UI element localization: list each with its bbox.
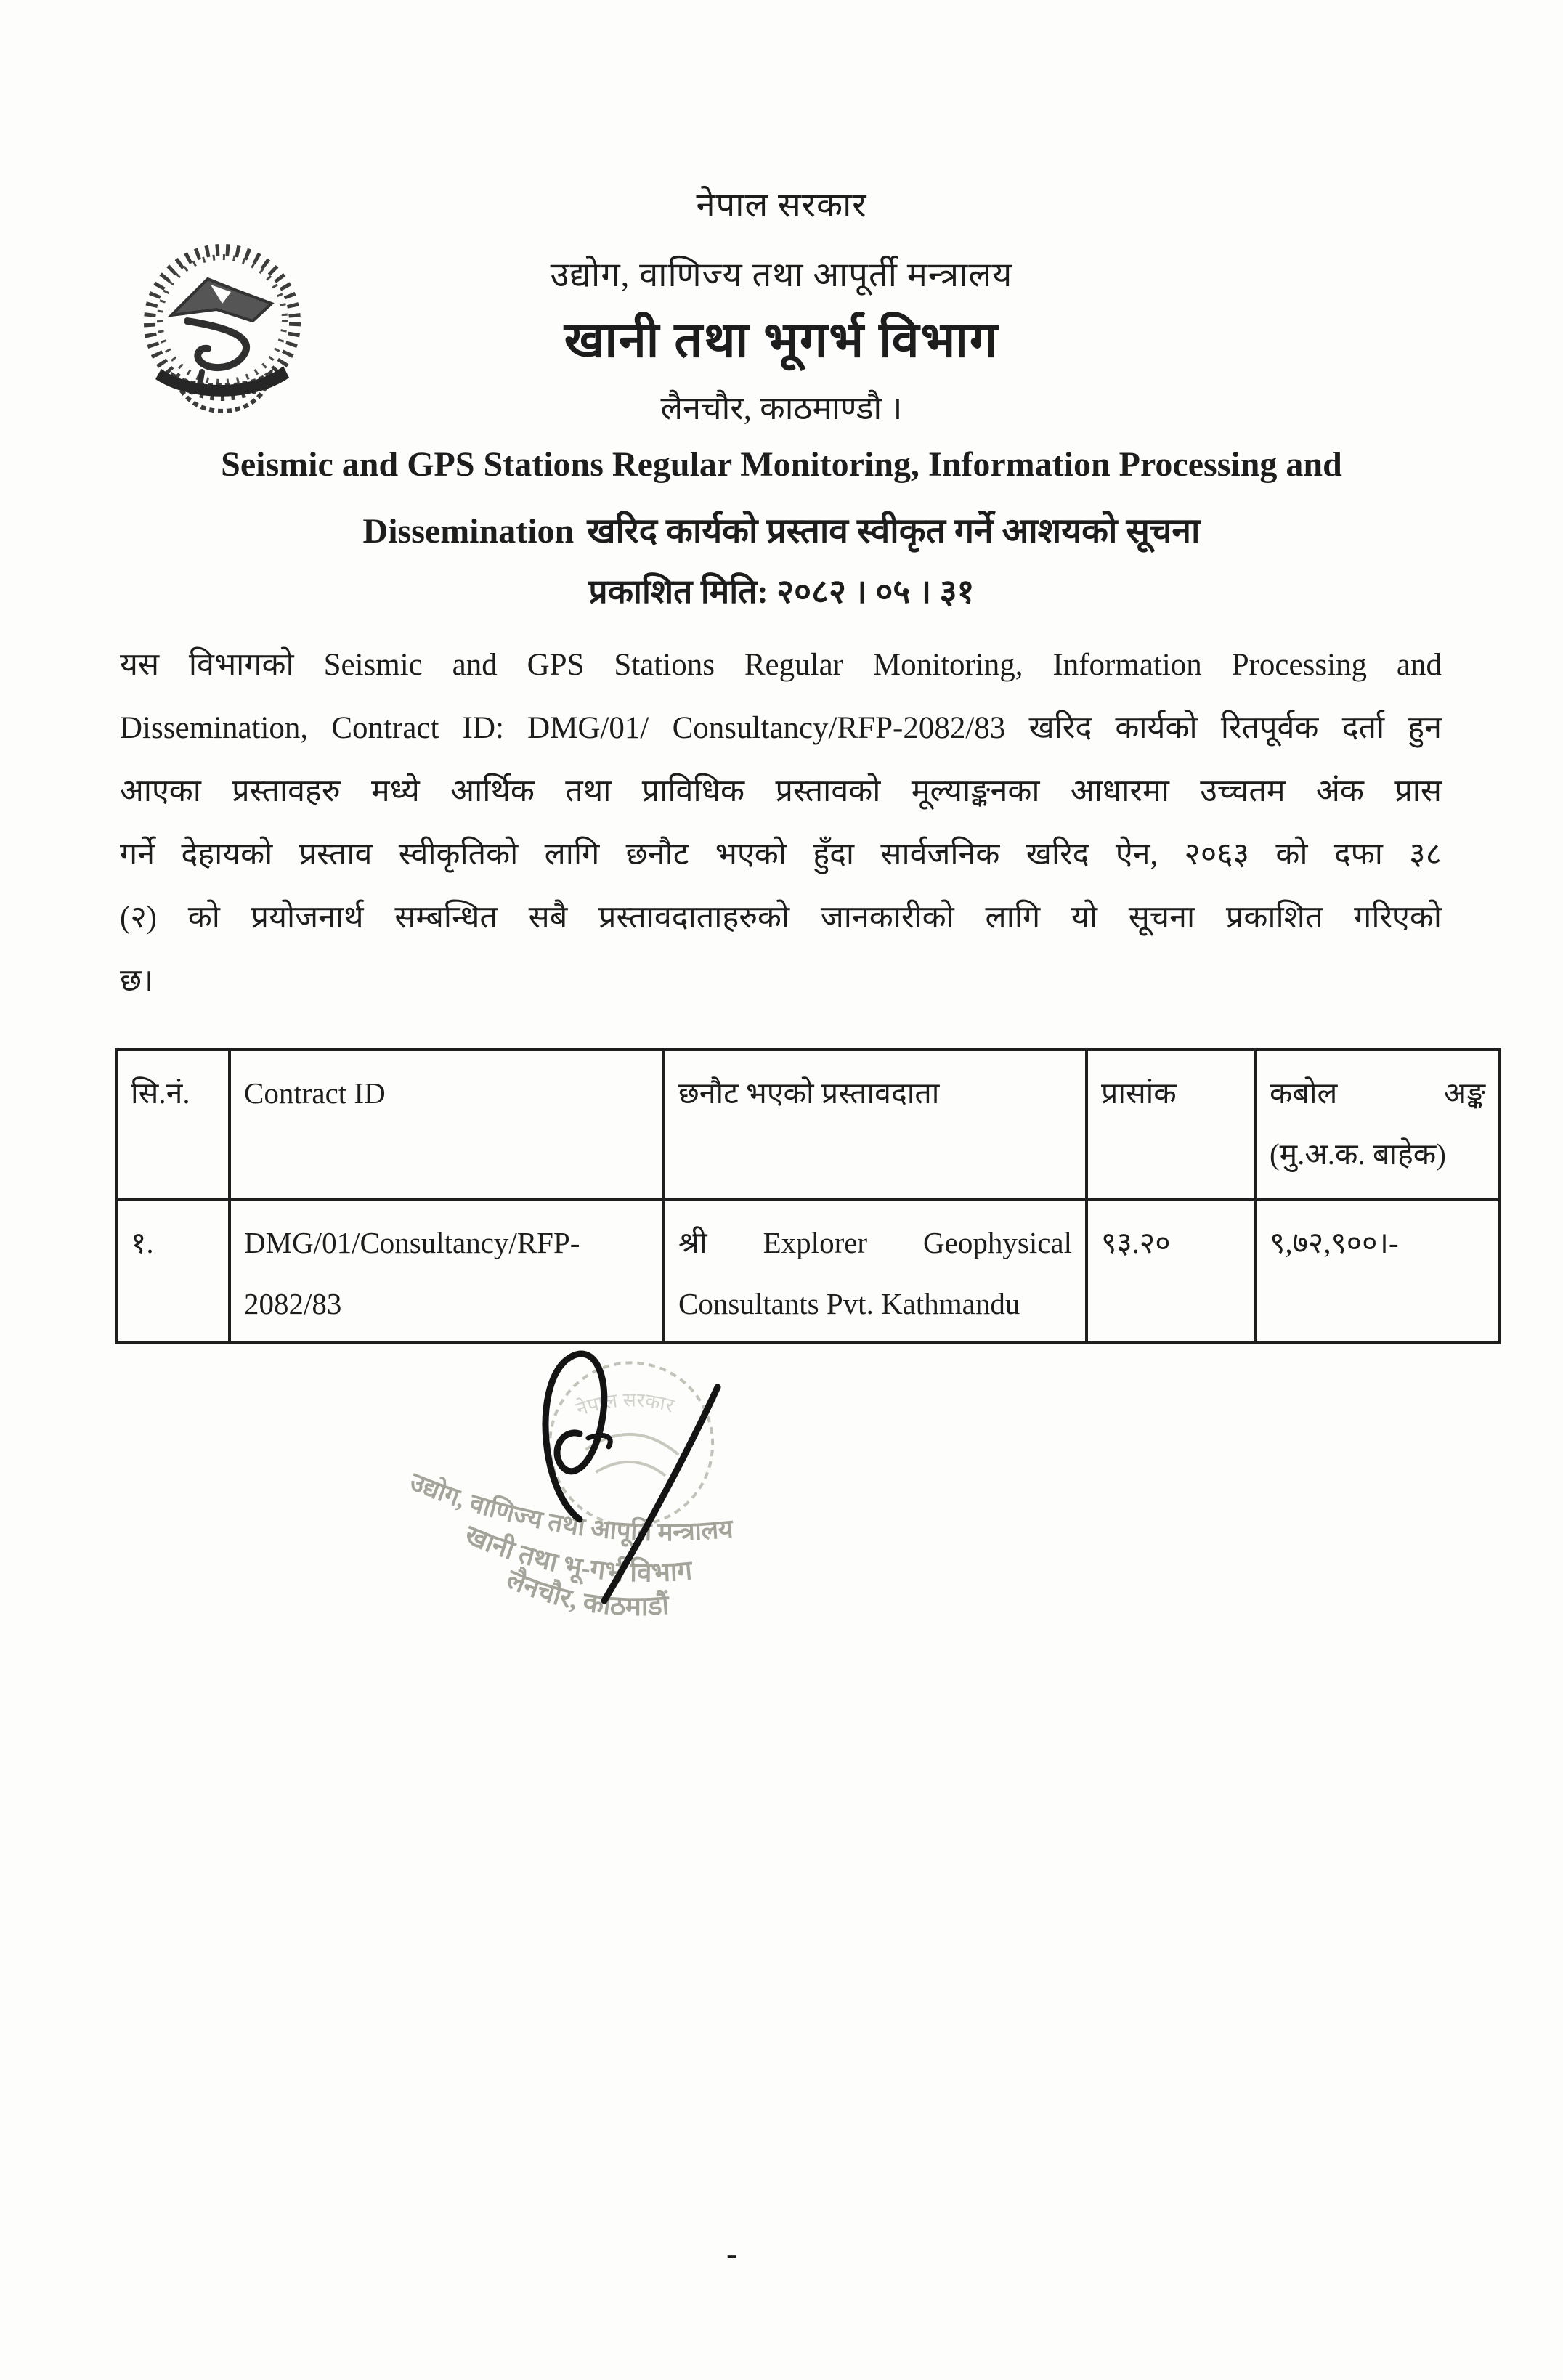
table-header-row — [116, 1049, 1500, 1199]
department-address: लैनचौर, काठमाण्डौ । — [660, 390, 903, 426]
department-name: खानी तथा भूगर्भ विभाग — [564, 312, 999, 367]
stamp-text-ministry: उद्योग, वाणिज्य तथा आपूर्ति मन्त्रालय — [406, 1467, 734, 1547]
table-row — [116, 1199, 1500, 1343]
body-line: छ। — [120, 964, 154, 998]
body-line: (२) को प्रयोजनार्थ सम्बन्धित सबै प्रस्तावदाताहरुको जानकारीको लागि यो सूचना प्रकाशित गरिएको — [120, 901, 1442, 935]
ministry-name: उद्योग, वाणिज्य तथा आपूर्ती मन्त्रालय — [550, 256, 1013, 294]
cell-selected-proposer: श्री Explorer Geophysical Consultants Pvt. Kathmandu — [664, 1199, 1087, 1343]
cell-contract-id: DMG/01/Consultancy/RFP-2082/83 — [230, 1199, 664, 1343]
table-header-cell-sn: सि.नं. — [116, 1049, 230, 1199]
table-header-cell-contract-id: Contract ID — [230, 1049, 664, 1199]
body-line: गर्ने देहायको प्रस्ताव स्वीकृतिको लागि छनौट भएको हुँदा सार्वजनिक खरिद ऐन, २०६३ को दफा ३८ — [120, 837, 1442, 872]
stamp-text-department: खानी तथा भू-गर्भ विभाग — [460, 1520, 694, 1588]
notice-title-line2-nepali: खरिद कार्यको प्रस्ताव स्वीकृत गर्ने आशयको सूचना — [587, 512, 1201, 551]
notice-title-line2-english: Dissemination — [362, 512, 575, 551]
cell-quoted-amount: ९,७२,९००।- — [1255, 1199, 1500, 1343]
table-header-cell-quoted-amount: कबोल अङ्क (मु.अ.क. बाहेक) — [1255, 1049, 1500, 1199]
body-line: यस विभागको Seismic and GPS Stations Regular Monitoring, Information Processing and — [120, 648, 1442, 682]
notice-title-line2 — [0, 506, 1563, 553]
stamp-graphic — [349, 1329, 901, 1641]
cell-serial-number: १. — [116, 1199, 230, 1343]
table-header-cell-score: प्रासांक — [1087, 1049, 1255, 1199]
cell-score: ९३.२० — [1087, 1199, 1255, 1343]
stamp-text-government: नेपाल सरकार — [573, 1389, 677, 1421]
stamp-text-address: लैनचौर, काठमाडौं — [502, 1564, 670, 1622]
body-line: आएका प्रस्तावहरु मध्ये आर्थिक तथा प्राविधिक प्रस्तावको मूल्याङ्कनका आधारमा उच्चतम अंक प्रास — [120, 774, 1442, 808]
table-header-cell-selected-proposer: छनौट भएको प्रस्तावदाता — [664, 1049, 1087, 1199]
body-line: Dissemination, Contract ID: DMG/01/ Consultancy/RFP-2082/83 खरिद कार्यको रितपूर्वक दर्ता हुन — [120, 711, 1442, 745]
government-name: नेपाल सरकार — [696, 187, 867, 224]
proposal-selection-table — [115, 1048, 1501, 1344]
published-date: प्रकाशित मिति: २०८२ । ०५ । ३१ — [588, 573, 975, 610]
notice-body-paragraph — [120, 633, 1442, 1012]
page-bottom-dash: - — [726, 2235, 738, 2272]
official-stamp-and-signature — [349, 1329, 901, 1641]
notice-title-line1: Seismic and GPS Stations Regular Monitoring, Information Processing and — [221, 445, 1342, 484]
stamp-ring — [397, 1347, 747, 1629]
